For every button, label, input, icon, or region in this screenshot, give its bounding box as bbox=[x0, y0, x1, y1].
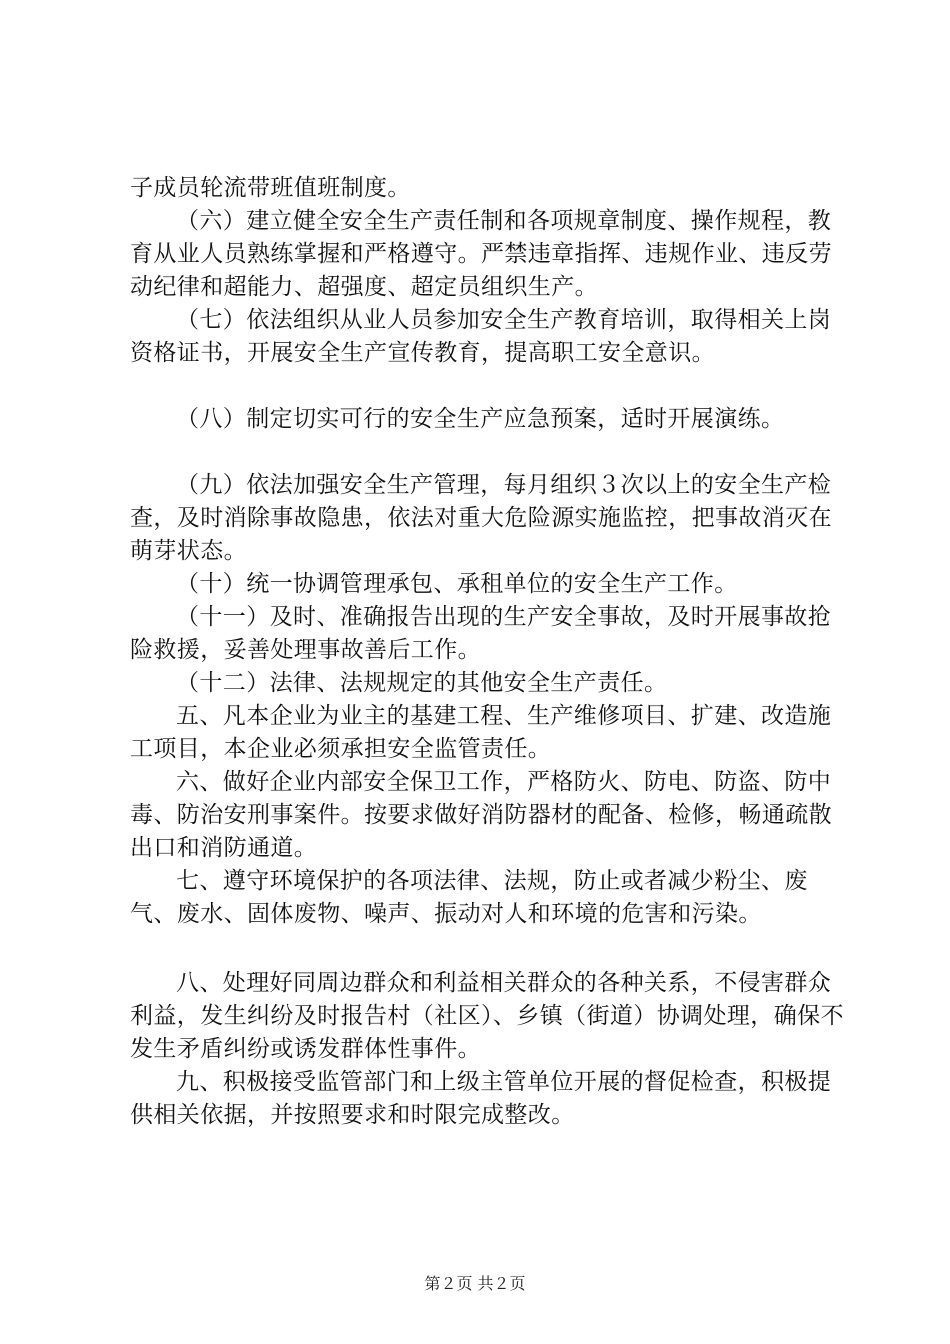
paragraph-section-6: 六、做好企业内部安全保卫工作，严格防火、防电、防盗、防中毒、防治安刑事案件。按要求做好消防器材的配备、检修，畅通疏散出口和消防通道。 bbox=[130, 769, 832, 861]
paragraph-item-7: （七）依法组织从业人员参加安全生产教育培训，取得相关上岗资格证书，开展安全生产宣传教育，提高职工安全意识。 bbox=[130, 307, 832, 366]
paragraph-item-12: （十二）法律、法规规定的其他安全生产责任。 bbox=[176, 670, 668, 696]
paragraph-section-5: 五、凡本企业为业主的基建工程、生产维修项目、扩建、改造施工项目，本企业必须承担安全监管责任。 bbox=[130, 703, 832, 762]
paragraph-item-11: （十一）及时、准确报告出现的生产安全事故，及时开展事故抢险救援，妥善处理事故善后工作。 bbox=[130, 604, 832, 663]
document-body bbox=[130, 172, 850, 1132]
paragraph-section-9: 九、积极接受监管部门和上级主管单位开展的督促检查，积极提供相关依据，并按照要求和时限完成整改。 bbox=[130, 1069, 832, 1128]
paragraph-item-8: （八）制定切实可行的安全生产应急预案，适时开展演练。 bbox=[176, 406, 785, 432]
paragraph-section-7: 七、遵守环境保护的各项法律、法规，防止或者减少粉尘、废气、废水、固体废物、噪声、振动对人和环境的危害和污染。 bbox=[130, 868, 808, 927]
page-number-footer: 第２页 共２页 bbox=[424, 1274, 526, 1293]
paragraph-item-10: （十）统一协调管理承包、承租单位的安全生产工作。 bbox=[176, 571, 738, 597]
paragraph-continuation: 子成员轮流带班值班制度。 bbox=[130, 175, 411, 201]
paragraph-item-9: （九）依法加强安全生产管理，每月组织３次以上的安全生产检查，及时消除事故隐患，依法对重大危险源实施监控，把事故消灭在萌芽状态。 bbox=[130, 472, 832, 564]
paragraph-section-8: 八、处理好同周边群众和利益相关群众的各种关系，不侵害群众利益，发生纠纷及时报告村（社区）、乡镇（街道）协调处理，确保不发生矛盾纠纷或诱发群体性事件。 bbox=[130, 970, 844, 1062]
paragraph-item-6: （六）建立健全安全生产责任制和各项规章制度、操作规程，教育从业人员熟练掌握和严格遵守。严禁违章指挥、违规作业、违反劳动纪律和超能力、超强度、超定员组织生产。 bbox=[130, 208, 832, 300]
